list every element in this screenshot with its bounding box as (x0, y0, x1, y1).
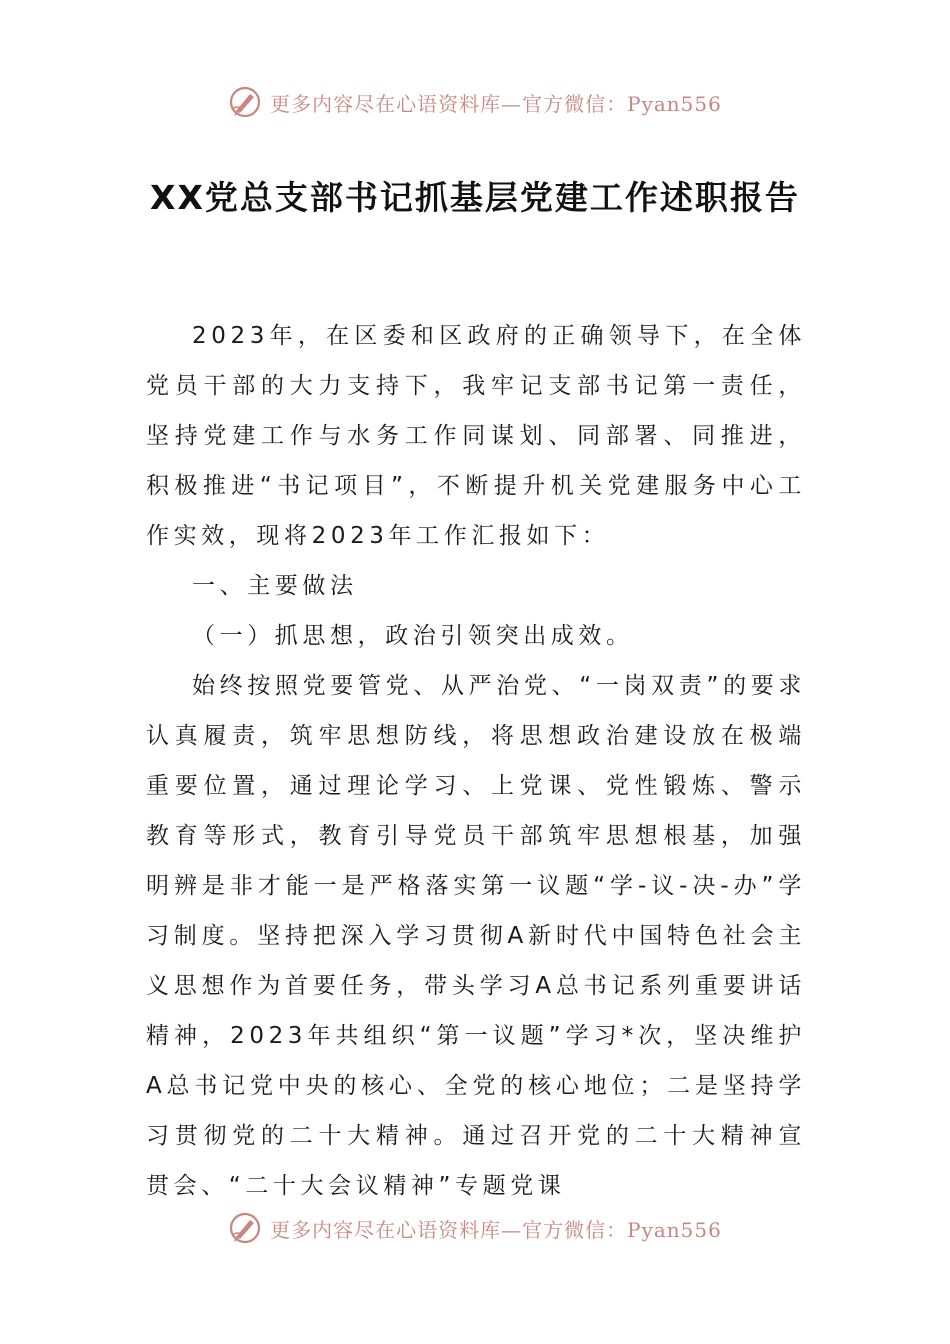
watermark-text: 更多内容尽在心语资料库—官方微信：Pyan556 (270, 91, 722, 116)
pen-logo-icon (228, 85, 262, 119)
section-heading: 一、主要做法 (192, 573, 358, 599)
subsection-heading: （一）抓思想，政治引领突出成效。 (192, 623, 634, 649)
watermark-text: 更多内容尽在心语资料库—官方微信：Pyan556 (270, 1217, 722, 1242)
intro-paragraph: 2023年，在区委和区政府的正确领导下，在全体党员干部的大力支持下，我牢记支部书记第一责任，坚持党建工作与水务工作同谋划、同部署、同推进，积极推进“书记项目”，不断提升机关党建服务中心工作实效，现将2023年工作汇报如下： (146, 323, 806, 549)
pen-logo-icon (228, 1211, 262, 1245)
document-body (146, 311, 806, 1211)
watermark-footer (0, 1206, 950, 1250)
watermark-header (0, 80, 950, 124)
body-paragraph: 始终按照党要管党、从严治党、“一岗双责”的要求认真履责，筑牢思想防线，将思想政治建设放在极端重要位置，通过理论学习、上党课、党性锻炼、警示教育等形式，教育引导党员干部筑牢思想根基，加强明辨是非才能一是严格落实第一议题“学-议-决-办”学习制度。坚持把深入学习贯彻A新时代中国特色社会主义思想作为首要任务，带头学习A总书记系列重要讲话精神，2023年共组织“第一议题”学习*次，坚决维护A总书记党中央的核心、全党的核心地位；二是坚持学习贯彻党的二十大精神。通过召开党的二十大精神宣贯会、“二十大会议精神”专题党课 (146, 673, 806, 1199)
document-title: XX党总支部书记抓基层党建工作述职报告 (150, 178, 800, 217)
